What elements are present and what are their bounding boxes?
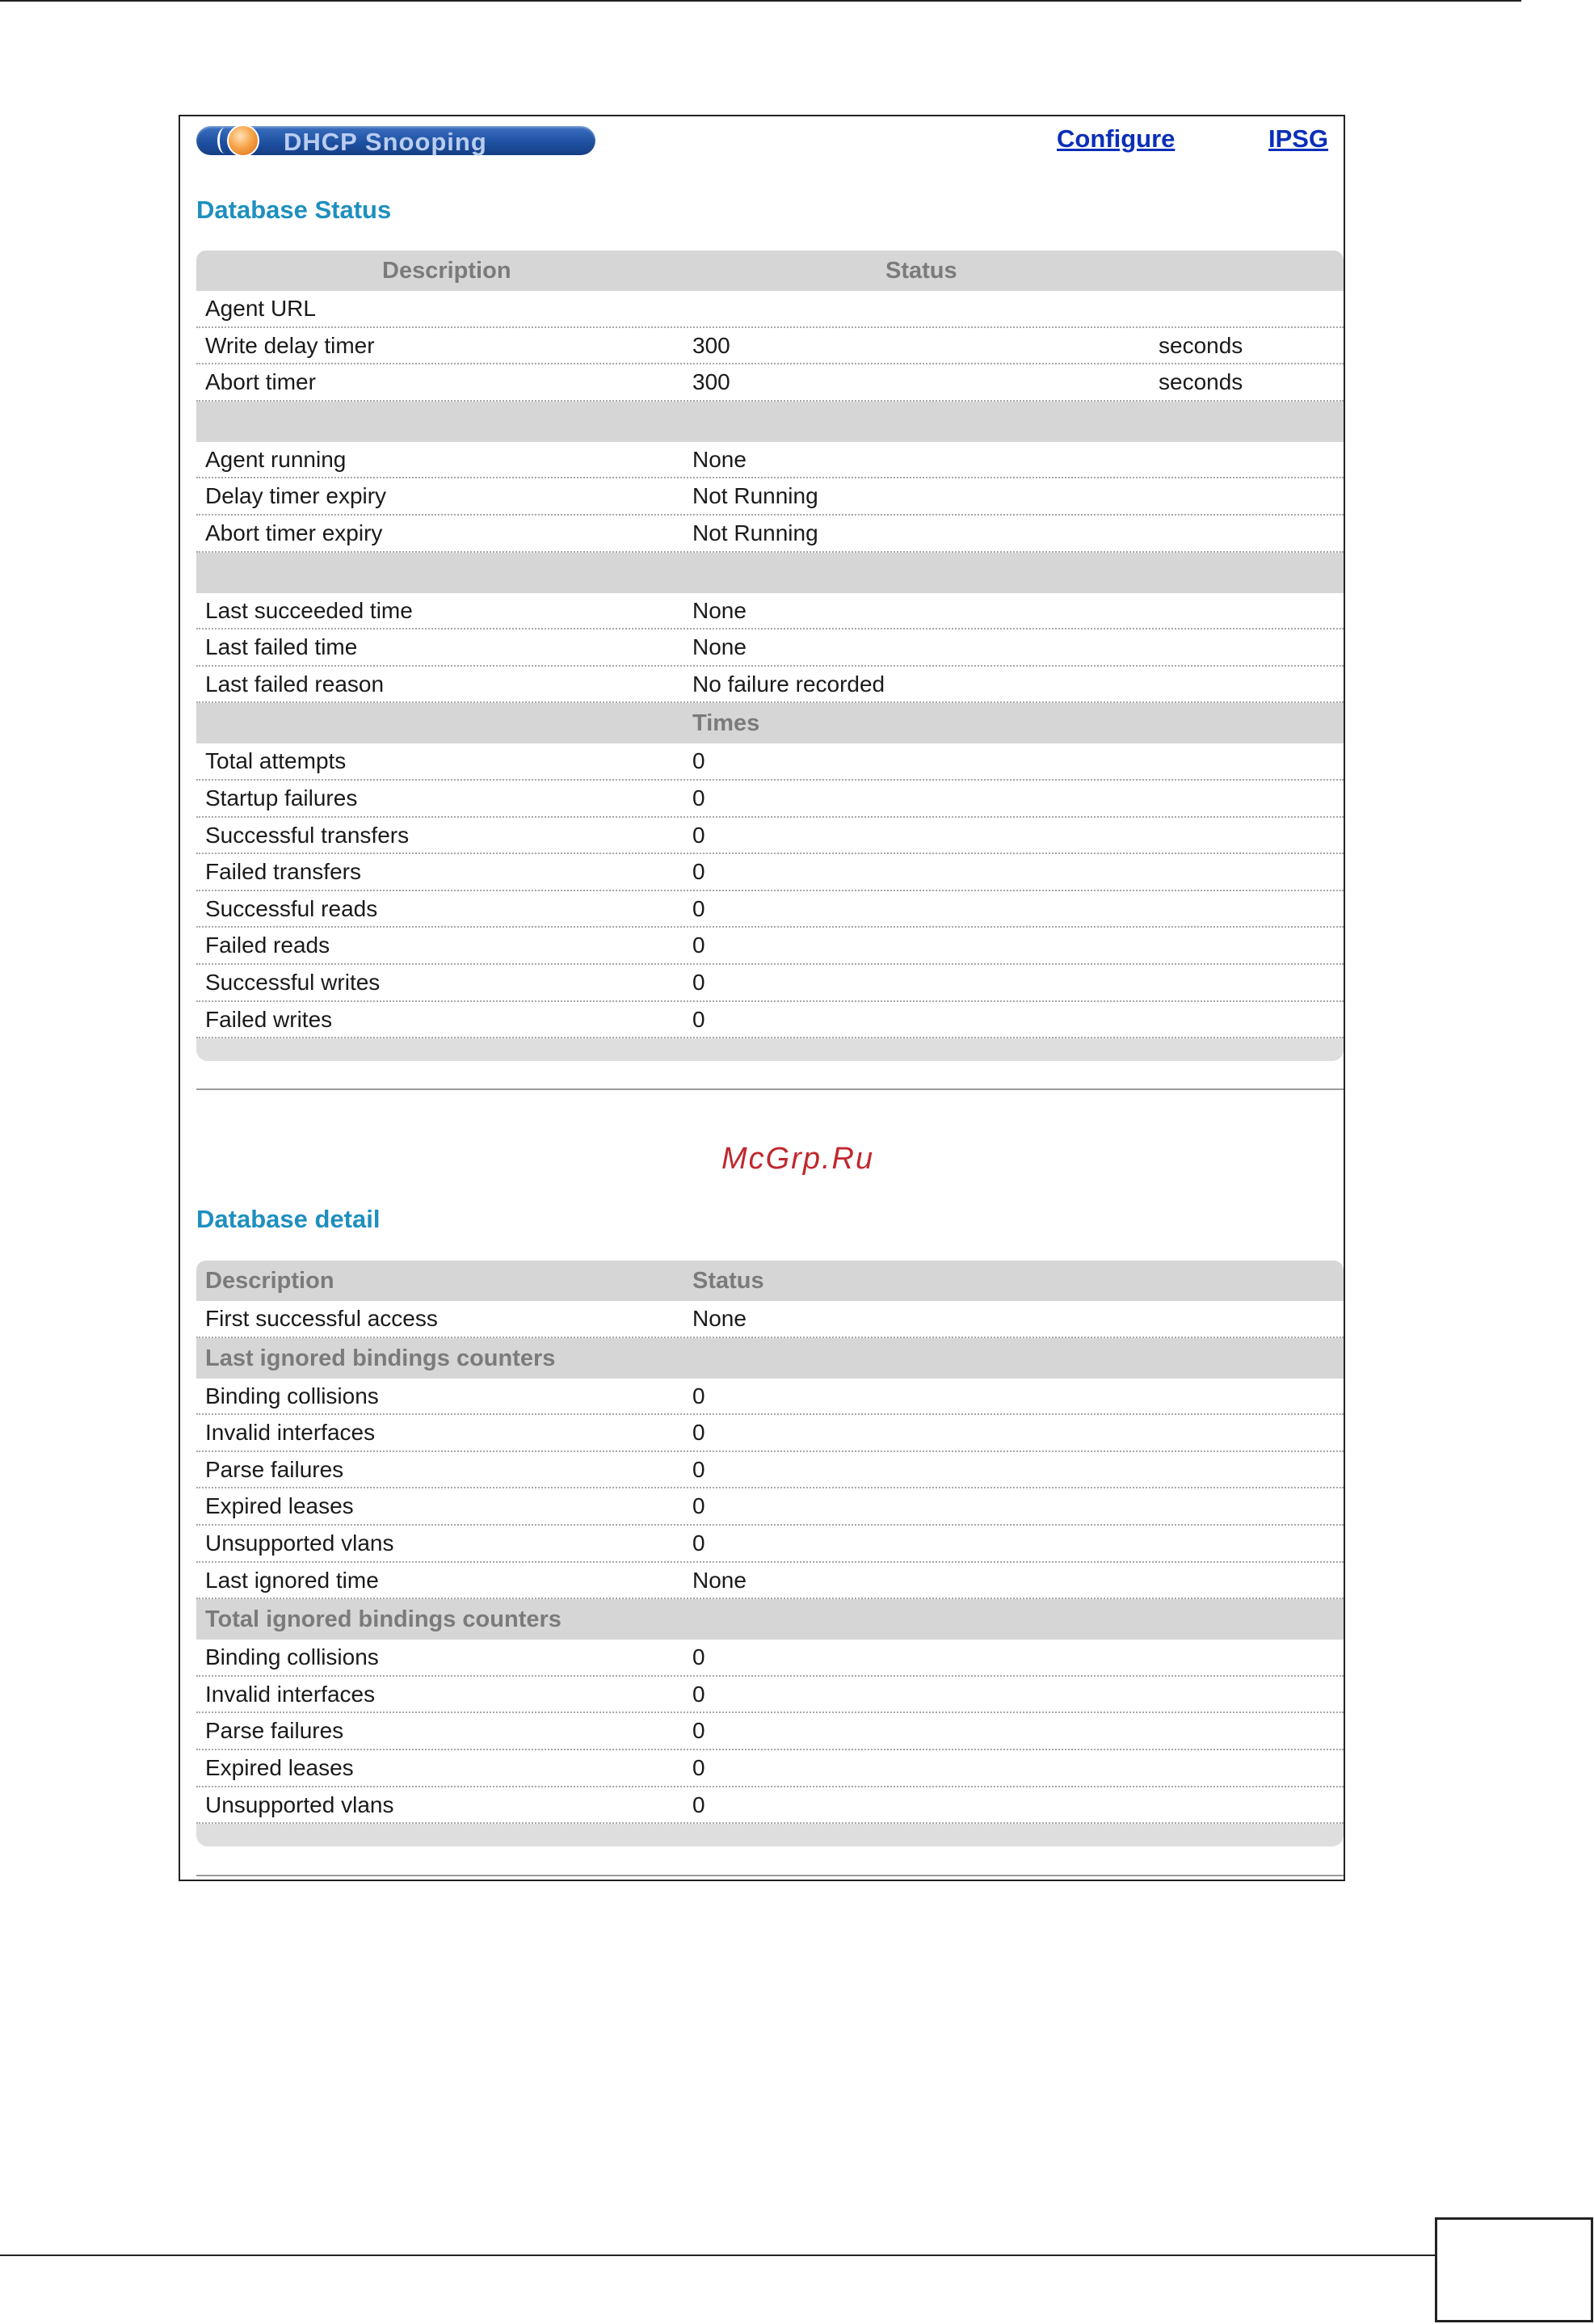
row-value: 0 (692, 1530, 705, 1556)
table-row (196, 291, 1344, 328)
row-label: Total attempts (205, 748, 347, 774)
ipsg-link[interactable]: IPSG (1268, 124, 1329, 153)
row-value: None (692, 634, 747, 660)
row-label: Unsupported vlans (205, 1530, 394, 1556)
total-ignored-header (196, 1599, 1344, 1640)
header-description: Description (382, 258, 511, 284)
row-label: Abort timer expiry (205, 520, 383, 545)
table-row (196, 442, 1344, 479)
row-label: First successful access (205, 1306, 438, 1331)
row-value: 300 (692, 369, 730, 395)
row-label: Agent URL (205, 296, 316, 321)
row-label: Parse failures (205, 1718, 344, 1744)
row-label: Last failed time (205, 634, 358, 660)
page-title-banner (196, 126, 595, 155)
table-row (196, 1452, 1344, 1489)
header-description: Description (205, 1268, 334, 1294)
row-label: Successful writes (205, 969, 381, 995)
row-label: Failed writes (205, 1006, 333, 1032)
database-status-table (196, 251, 1344, 1061)
header-status: Status (692, 1268, 764, 1294)
configure-link[interactable]: Configure (1057, 124, 1176, 153)
row-value: 0 (692, 1644, 705, 1670)
table-row (196, 593, 1344, 630)
table-row (196, 629, 1344, 667)
row-value: None (692, 1567, 747, 1593)
table-footer (196, 1824, 1344, 1846)
last-ignored-label: Last ignored bindings counters (205, 1345, 556, 1371)
group-separator (196, 402, 1344, 442)
row-label: Expired leases (205, 1754, 354, 1780)
database-detail-table (196, 1261, 1344, 1846)
database-detail-title: Database detail (196, 1205, 381, 1233)
page-number-box (1435, 2217, 1593, 2322)
row-label: Expired leases (205, 1493, 354, 1519)
table-row (196, 667, 1344, 704)
database-status-title: Database Status (196, 196, 392, 224)
row-value: 0 (692, 895, 705, 921)
table-row (196, 328, 1344, 365)
row-label: Last failed reason (205, 671, 385, 697)
row-value: 0 (692, 1456, 705, 1482)
table-row (196, 1301, 1344, 1338)
row-label: Binding collisions (205, 1644, 379, 1670)
row-label: Startup failures (205, 785, 358, 810)
status-table-header (196, 251, 1344, 291)
row-value: 0 (692, 785, 705, 810)
section-divider (196, 1875, 1344, 1876)
table-footer (196, 1038, 1344, 1061)
row-label: Agent running (205, 446, 347, 472)
row-label: Invalid interfaces (205, 1420, 376, 1446)
group-separator (196, 553, 1344, 593)
banner-orb-icon (227, 124, 259, 157)
row-value: 0 (692, 1420, 705, 1446)
header-status: Status (885, 258, 957, 284)
row-value: 0 (692, 822, 705, 848)
row-value: None (692, 1306, 747, 1331)
row-label: Failed reads (205, 933, 330, 958)
table-row (196, 1563, 1344, 1600)
table-row (196, 478, 1344, 516)
table-row (196, 516, 1344, 553)
row-label: Abort timer (205, 369, 316, 395)
row-unit: seconds (1159, 369, 1243, 395)
table-row (196, 364, 1344, 402)
table-row (196, 1640, 1344, 1677)
row-label: Unsupported vlans (205, 1791, 394, 1817)
table-row (196, 1415, 1344, 1452)
watermark-text: McGrp.Ru (721, 1142, 875, 1176)
row-value: 0 (692, 1383, 705, 1408)
row-label: Failed transfers (205, 859, 361, 885)
row-label: Last succeeded time (205, 597, 413, 623)
row-label: Invalid interfaces (205, 1681, 376, 1707)
row-value: No failure recorded (692, 671, 885, 697)
row-value: 0 (692, 1006, 705, 1032)
row-value: 0 (692, 1791, 705, 1817)
table-row (196, 1379, 1344, 1416)
row-value: 0 (692, 748, 705, 774)
table-row (196, 854, 1344, 891)
table-row (196, 928, 1344, 965)
table-row (196, 1713, 1344, 1750)
table-row (196, 965, 1344, 1002)
table-row (196, 1002, 1344, 1039)
table-row (196, 781, 1344, 818)
total-ignored-label: Total ignored bindings counters (205, 1606, 561, 1633)
times-label: Times (692, 710, 760, 737)
last-ignored-header (196, 1338, 1344, 1379)
row-label: Last ignored time (205, 1567, 379, 1593)
row-label: Successful reads (205, 895, 378, 921)
table-row (196, 818, 1344, 855)
row-value: 0 (692, 1681, 705, 1707)
page-title: DHCP Snooping (284, 128, 487, 156)
row-value: 0 (692, 933, 705, 958)
row-value: Not Running (692, 520, 818, 545)
row-value: 0 (692, 1754, 705, 1780)
page-bottom-rule (0, 2255, 1436, 2256)
row-unit: seconds (1159, 332, 1243, 358)
times-header (196, 703, 1344, 743)
row-label: Successful transfers (205, 822, 410, 848)
table-row (196, 1488, 1344, 1526)
row-value: 0 (692, 969, 705, 995)
row-value: 0 (692, 1493, 705, 1519)
table-row (196, 1750, 1344, 1787)
detail-table-header (196, 1261, 1344, 1301)
row-label: Write delay timer (205, 332, 375, 358)
row-value: 300 (692, 332, 730, 358)
page-top-rule (0, 0, 1521, 2)
row-label: Delay timer expiry (205, 483, 387, 509)
table-row (196, 891, 1344, 928)
row-value: None (692, 446, 747, 472)
table-row (196, 1526, 1344, 1563)
dhcp-snooping-panel (179, 115, 1345, 1881)
row-value: 0 (692, 1718, 705, 1744)
table-row (196, 1677, 1344, 1714)
table-row (196, 743, 1344, 781)
row-value: None (692, 597, 747, 623)
row-value: Not Running (692, 483, 818, 509)
row-value: 0 (692, 859, 705, 885)
row-label: Binding collisions (205, 1383, 379, 1408)
row-label: Parse failures (205, 1456, 344, 1482)
section-divider (196, 1088, 1344, 1090)
table-row (196, 1787, 1344, 1825)
